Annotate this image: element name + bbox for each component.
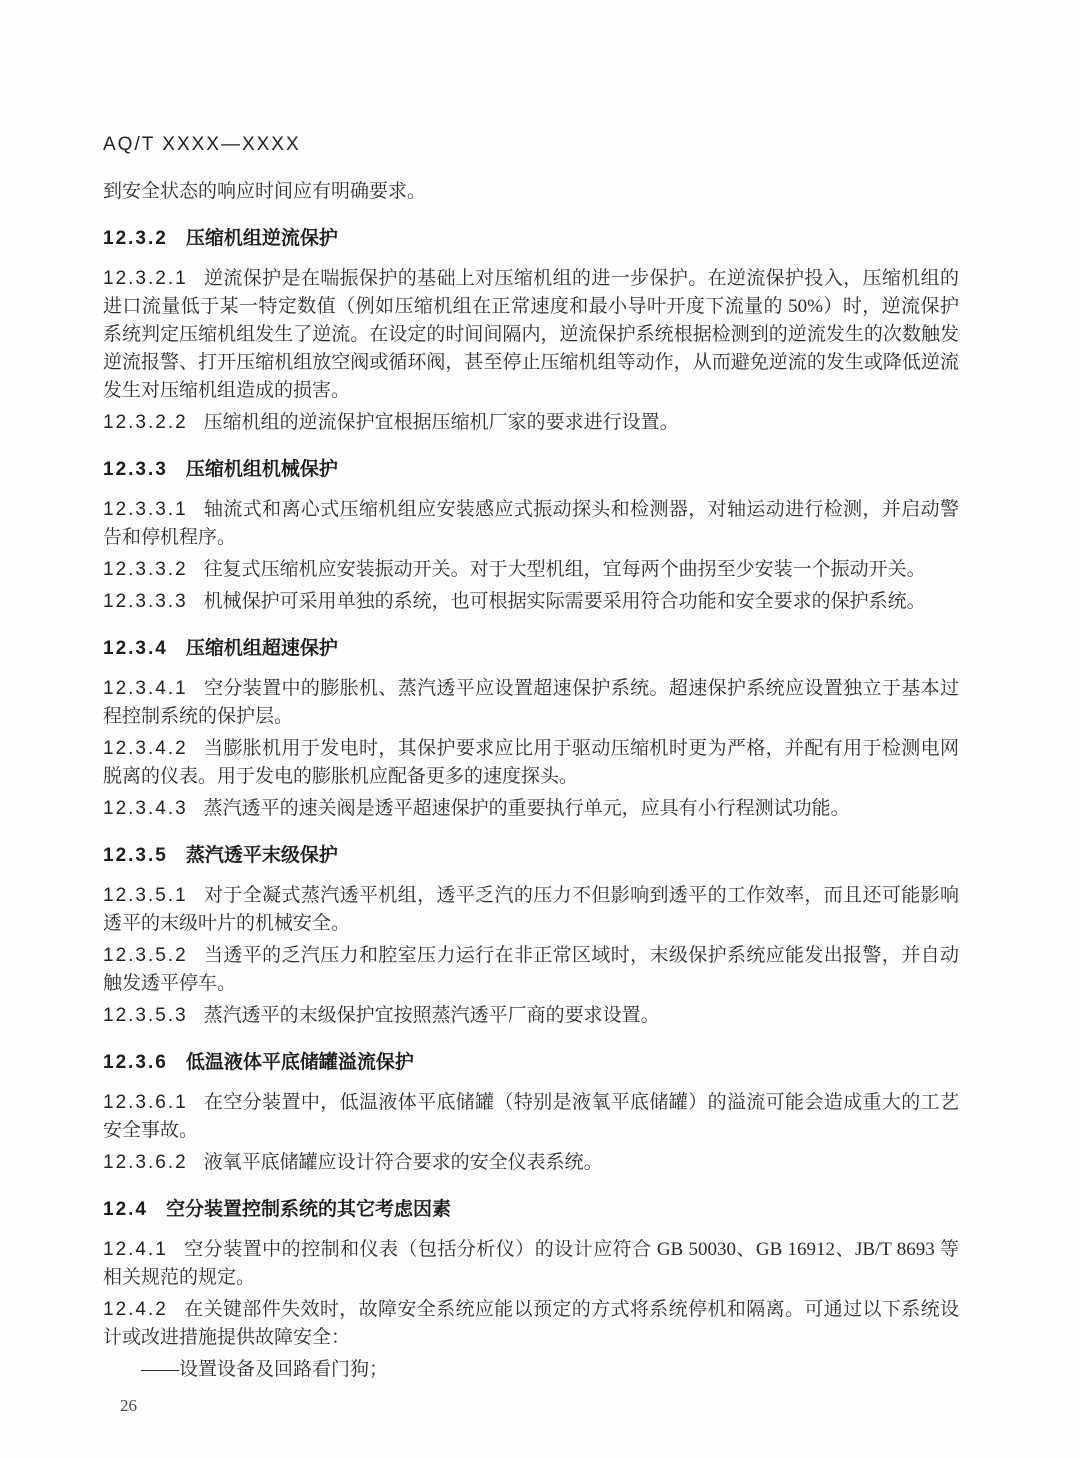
paragraph: 12.3.3.1 轴流式和离心式压缩机组应安装感应式振动探头和检测器，对轴运动进行检测，并启动警告和停机程序。	[103, 499, 959, 548]
section-number: 12.3.2	[103, 228, 168, 249]
section-heading	[103, 1049, 959, 1077]
page-number: 26	[120, 1396, 137, 1415]
clause-number: 12.3.5.2	[103, 945, 188, 966]
section-title: 压缩机组逆流保护	[185, 228, 338, 249]
clause-number: 12.4.1	[103, 1239, 168, 1260]
paragraph: 12.3.2.2 压缩机组的逆流保护宜根据压缩机厂家的要求进行设置。	[103, 412, 679, 433]
section-heading	[103, 225, 959, 253]
paragraph: 12.3.6.1 在空分装置中，低温液体平底储罐（特别是液氧平底储罐）的溢流可能会造成重大的工艺安全事故。	[103, 1092, 959, 1141]
section-title: 低温液体平底储罐溢流保护	[185, 1052, 414, 1073]
paragraph: 12.3.2.1 逆流保护是在喘振保护的基础上对压缩机组的进一步保护。在逆流保护投入，压缩机组的进口流量低于某一特定数值（例如压缩机组在正常速度和最小导叶开度下流量的 50%）时，逆流保护系统判定压缩机组发生了逆流。在设定的时间间隔内，逆流保护系统根据检测到的逆流发生的次数触发逆流报警、打开压缩机组放空阀或循环阀，甚至停止压缩机组等动作，从而避免逆流的发生或降低逆流发生对压缩机组造成的损害。	[103, 268, 959, 401]
section-title: 蒸汽透平末级保护	[185, 845, 338, 866]
clause-number: 12.3.5.1	[103, 885, 188, 906]
paragraph: 12.4.1 空分装置中的控制和仪表（包括分析仪）的设计应符合 GB 50030、GB 16912、JB/T 8693 等相关规范的规定。	[103, 1239, 959, 1288]
section-title: 压缩机组超速保护	[185, 638, 338, 659]
paragraph: 12.3.5.1 对于全凝式蒸汽透平机组，透平乏汽的压力不但影响到透平的工作效率，而且还可能影响透平的末级叶片的机械安全。	[103, 885, 959, 934]
paragraph: 12.3.6.2 液氧平底储罐应设计符合要求的安全仪表系统。	[103, 1152, 603, 1173]
section-number: 12.3.3	[103, 459, 168, 480]
paragraph: 12.3.3.3 机械保护可采用单独的系统，也可根据实际需要采用符合功能和安全要求的保护系统。	[103, 591, 926, 612]
clause-number: 12.3.3.1	[103, 499, 188, 520]
clause-number: 12.3.6.1	[103, 1092, 188, 1113]
section-heading	[103, 635, 959, 663]
clause-number: 12.3.5.3	[103, 1005, 188, 1026]
list-item: ——设置设备及回路看门狗；	[141, 1359, 389, 1380]
clause-number: 12.3.2.2	[103, 412, 188, 433]
section-heading	[103, 456, 959, 484]
section-number: 12.3.5	[103, 845, 168, 866]
paragraph: 12.3.5.3 蒸汽透平的末级保护宜按照蒸汽透平厂商的要求设置。	[103, 1005, 660, 1026]
clause-number: 12.4.2	[103, 1299, 168, 1320]
clause-number: 12.3.3.2	[103, 559, 188, 580]
page-content	[103, 0, 959, 1384]
section-number: 12.4	[103, 1199, 148, 1220]
paragraph: 到安全状态的响应时间应有明确要求。	[103, 181, 427, 202]
paragraph: 12.4.2 在关键部件失效时，故障安全系统应能以预定的方式将系统停机和隔离。可通过以下系统设计或改进措施提供故障安全：	[103, 1299, 959, 1348]
clause-number: 12.3.4.1	[103, 678, 188, 699]
document-body	[103, 178, 959, 1384]
paragraph: 12.3.3.2 往复式压缩机应安装振动开关。对于大型机组，宜每两个曲拐至少安装一个振动开关。	[103, 559, 926, 580]
section-heading	[103, 842, 959, 870]
section-number: 12.3.6	[103, 1052, 168, 1073]
section-number: 12.3.4	[103, 638, 168, 659]
paragraph: 12.3.5.2 当透平的乏汽压力和腔室压力运行在非正常区域时，末级保护系统应能发出报警，并自动触发透平停车。	[103, 945, 959, 994]
standard-number-header: AQ/T XXXX—XXXX	[103, 134, 301, 155]
section-title: 压缩机组机械保护	[185, 459, 338, 480]
clause-number: 12.3.3.3	[103, 591, 188, 612]
clause-number: 12.3.6.2	[103, 1152, 188, 1173]
section-title: 空分装置控制系统的其它考虑因素	[165, 1199, 451, 1220]
paragraph: 12.3.4.1 空分装置中的膨胀机、蒸汽透平应设置超速保护系统。超速保护系统应设置独立于基本过程控制系统的保护层。	[103, 678, 959, 727]
paragraph: 12.3.4.3 蒸汽透平的速关阀是透平超速保护的重要执行单元，应具有小行程测试功能。	[103, 798, 850, 819]
section-heading	[103, 1196, 959, 1224]
clause-number: 12.3.4.2	[103, 738, 188, 759]
paragraph: 12.3.4.2 当膨胀机用于发电时，其保护要求应比用于驱动压缩机时更为严格，并配有用于检测电网脱离的仪表。用于发电的膨胀机应配备更多的速度探头。	[103, 738, 959, 787]
clause-number: 12.3.4.3	[103, 798, 188, 819]
clause-number: 12.3.2.1	[103, 268, 188, 289]
